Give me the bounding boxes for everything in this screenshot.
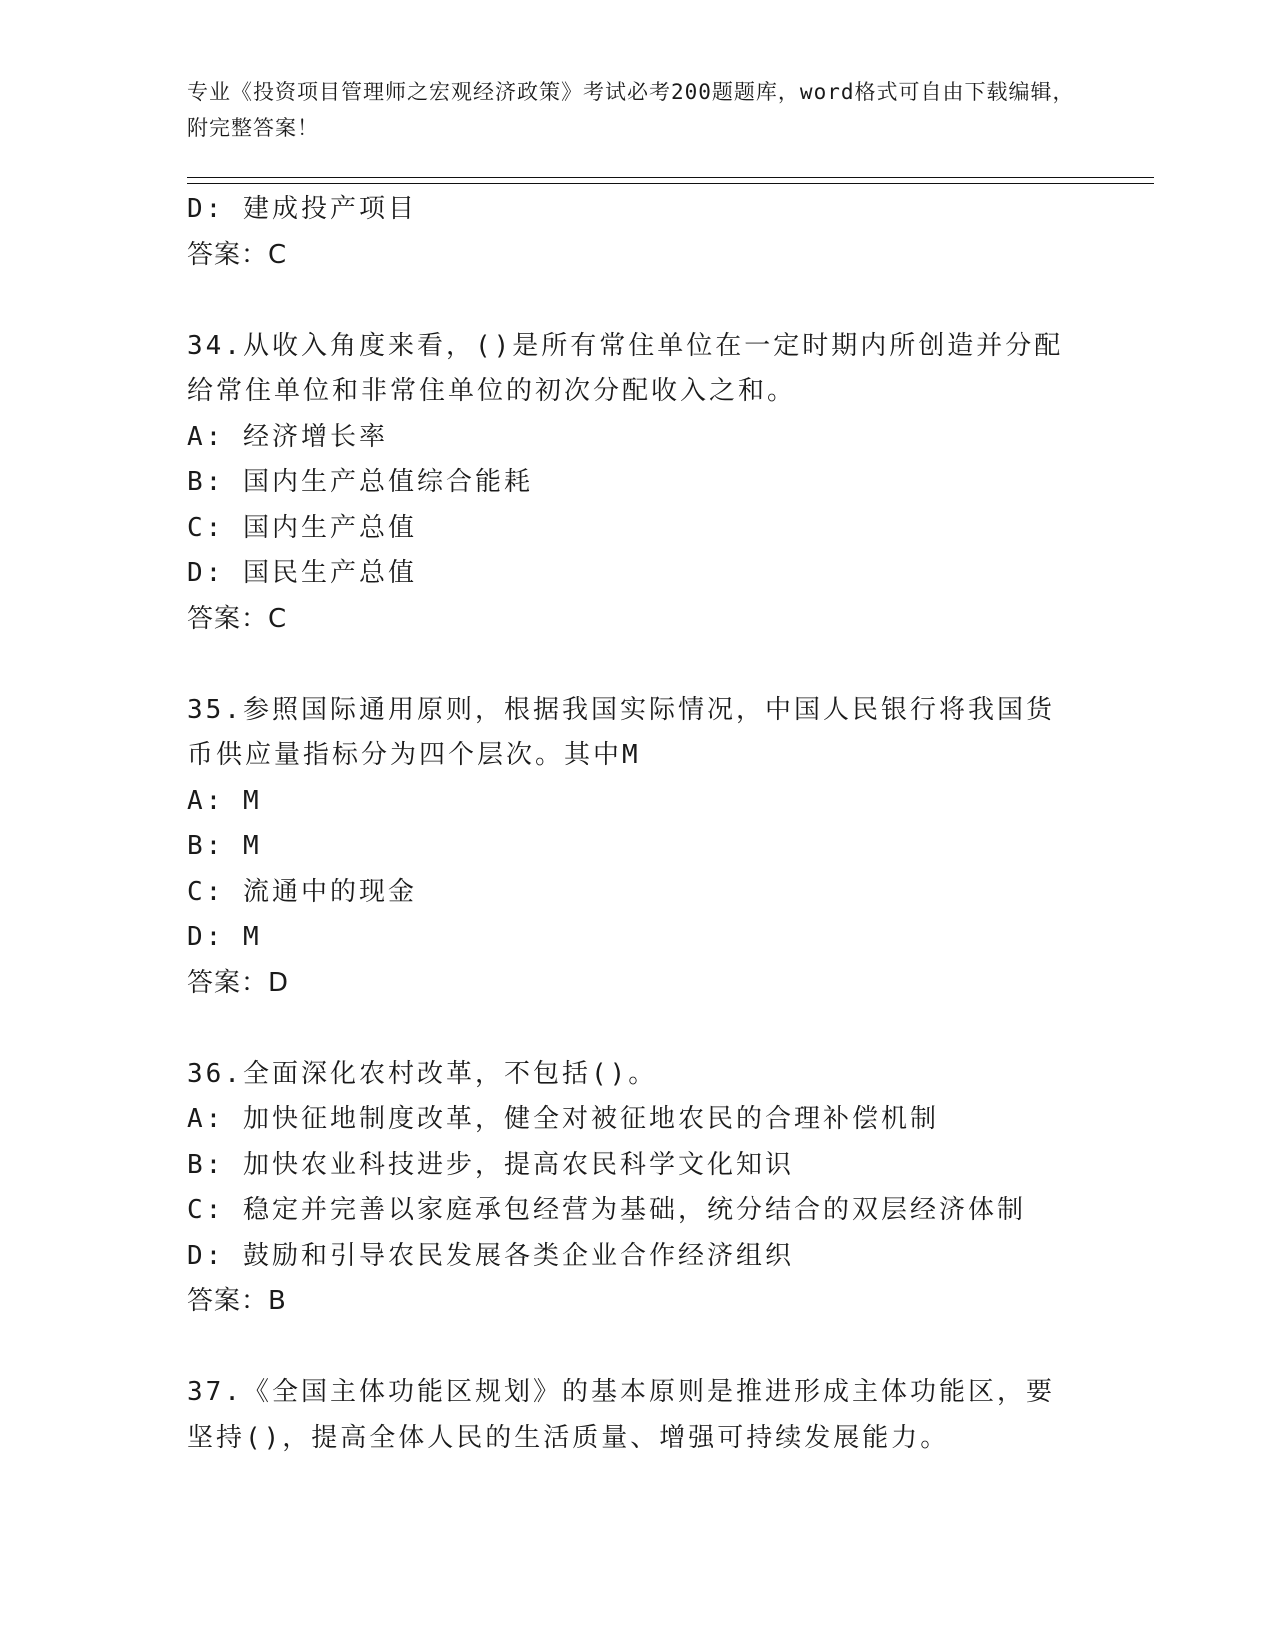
header-rule-top (187, 177, 1154, 178)
option-a: A: 加快征地制度改革，健全对被征地农民的合理补偿机制 (187, 1104, 939, 1134)
question-stem: 35.参照国际通用原则，根据我国实际情况，中国人民银行将我国货币供应量指标分为四个层次。其中M (187, 694, 1055, 770)
answer-line: 答案：B (187, 1286, 287, 1316)
question-stem: 36.全面深化农村改革，不包括()。 (187, 1058, 658, 1089)
option-b: B: M (187, 831, 262, 861)
option-a: A: M (187, 785, 262, 816)
option-c: C: 流通中的现金 (187, 876, 417, 907)
option-d: D: 建成投产项目 (187, 194, 417, 224)
question-list (187, 187, 1087, 1461)
option-b: B: 国内生产总值综合能耗 (187, 467, 533, 497)
answer-line: 答案：D (187, 967, 290, 998)
answer-line: 答案：C (187, 603, 288, 634)
option-d: D: M (187, 922, 262, 952)
option-a: A: 经济增长率 (187, 421, 388, 452)
option-b: B: 加快农业科技进步，提高农民科学文化知识 (187, 1149, 794, 1180)
option-c: C: 国内生产总值 (187, 512, 417, 543)
document-header: 专业《投资项目管理师之宏观经济政策》考试必考200题题库，word格式可自由下载编辑，附完整答案！ (187, 80, 1075, 140)
option-c: C: 稳定并完善以家庭承包经营为基础，统分结合的双层经济体制 (187, 1195, 1026, 1225)
answer-line: 答案：C (187, 239, 288, 270)
option-d: D: 鼓励和引导农民发展各类企业合作经济组织 (187, 1240, 794, 1271)
question-stem: 37.《全国主体功能区规划》的基本原则是推进形成主体功能区，要坚持()，提高全体人民的生活质量、增强可持续发展能力。 (187, 1377, 1055, 1453)
question-stem: 34.从收入角度来看，()是所有常住单位在一定时期内所创造并分配给常住单位和非常住单位的初次分配收入之和。 (187, 330, 1064, 406)
header-rule-bottom (187, 183, 1154, 184)
option-d: D: 国民生产总值 (187, 558, 417, 588)
